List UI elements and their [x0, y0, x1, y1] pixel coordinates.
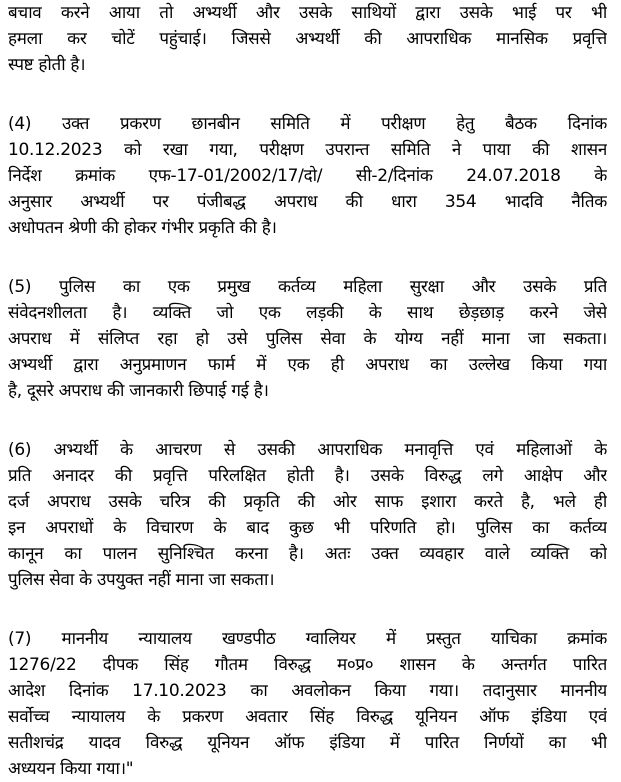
text-line: स्पष्ट होती है।: [8, 55, 86, 75]
text-line: (6) अभ्यर्थी के आचरण से उसकी आपराधिक मनावृत्ति एवं महिलाओं के: [8, 440, 607, 460]
text-line: बचाव करने आया तो अभ्यर्थी और उसके साथियों द्वारा उसके भाई पर भी: [8, 3, 607, 23]
text-line: है, दूसरे अपराध की जानकारी छिपाई गई है।: [8, 381, 269, 401]
text-line: (5) पुलिस का एक प्रमुख कर्तव्य महिला सुरक्षा और उसके प्रति: [8, 277, 607, 297]
text-line: अनुसार अभ्यर्थी पर पंजीबद्ध अपराध की धारा 354 भादवि नैतिक: [8, 192, 607, 212]
paragraph-point-6: [8, 437, 607, 593]
text-line: हमला कर चोटें पहुंचाई। जिससे अभ्यर्थी की आपराधिक मानसिक प्रवृत्ति: [8, 29, 607, 49]
text-line: सतीशचंद्र यादव विरुद्ध यूनियन ऑफ इंडिया में पारित निर्णयों का भी: [8, 733, 607, 753]
text-line: सर्वोच्च न्यायालय के प्रकरण अवतार सिंह विरुद्ध यूनियन ऑफ इंडिया एवं: [8, 707, 607, 727]
text-line: अध्ययन किया गया।": [8, 759, 134, 779]
text-line: अभ्यर्थी द्वारा अनुप्रमाणन फार्म में एक ही अपराध का उल्लेख किया गया: [8, 355, 607, 375]
text-line: (4) उक्त प्रकरण छानबीन समिति में परीक्षण हेतु बैठक दिनांक: [8, 114, 607, 134]
text-line: निर्देश क्रमांक एफ-17-01/2002/17/दो/ सी-2/दिनांक 24.07.2018 के: [8, 166, 607, 186]
text-line: आदेश दिनांक 17.10.2023 का अवलोकन किया गया। तदानुसार माननीय: [8, 681, 607, 701]
paragraph-point-7: [8, 626, 607, 782]
text-line: कानून का पालन सुनिश्चित करना है। अतः उक्त व्यवहार वाले व्यक्ति को: [8, 544, 607, 564]
text-line: अपराध में संलिप्त रहा हो उसे पुलिस सेवा के योग्य नहीं माना जा सकता।: [8, 329, 607, 349]
text-line: 1276/22 दीपक सिंह गौतम विरुद्ध म०प्र० शासन के अन्तर्गत पारित: [8, 655, 607, 675]
text-line: दर्ज अपराध उसके चरित्र की प्रकृति की ओर साफ इशारा करते है, भले ही: [8, 492, 607, 512]
paragraph-point-4: [8, 111, 607, 241]
paragraph-intro: [8, 0, 607, 78]
text-line: पुलिस सेवा के उपयुक्त नहीं माना जा सकता।: [8, 570, 275, 590]
text-line: प्रति अनादर की प्रवृत्ति परिलक्षित होती है। उसके विरुद्ध लगे आक्षेप और: [8, 466, 607, 486]
text-line: संवेदनशीलता है। व्यक्ति जो एक लड़की के साथ छेड़छाड़ करने जेसे: [8, 303, 607, 323]
text-line: (7) माननीय न्यायालय खण्डपीठ ग्वालियर में प्रस्तुत याचिका क्रमांक: [8, 629, 607, 649]
text-line: इन अपराधों के विचारण के बाद कुछ भी परिणति हो। पुलिस का कर्तव्य: [8, 518, 607, 538]
text-line: 10.12.2023 को रखा गया, परीक्षण उपरान्त समिति ने पाया की शासन: [8, 140, 607, 160]
text-line: अधोपतन श्रेणी की होकर गंभीर प्रकृति की है।: [8, 218, 277, 238]
paragraph-point-5: [8, 274, 607, 404]
